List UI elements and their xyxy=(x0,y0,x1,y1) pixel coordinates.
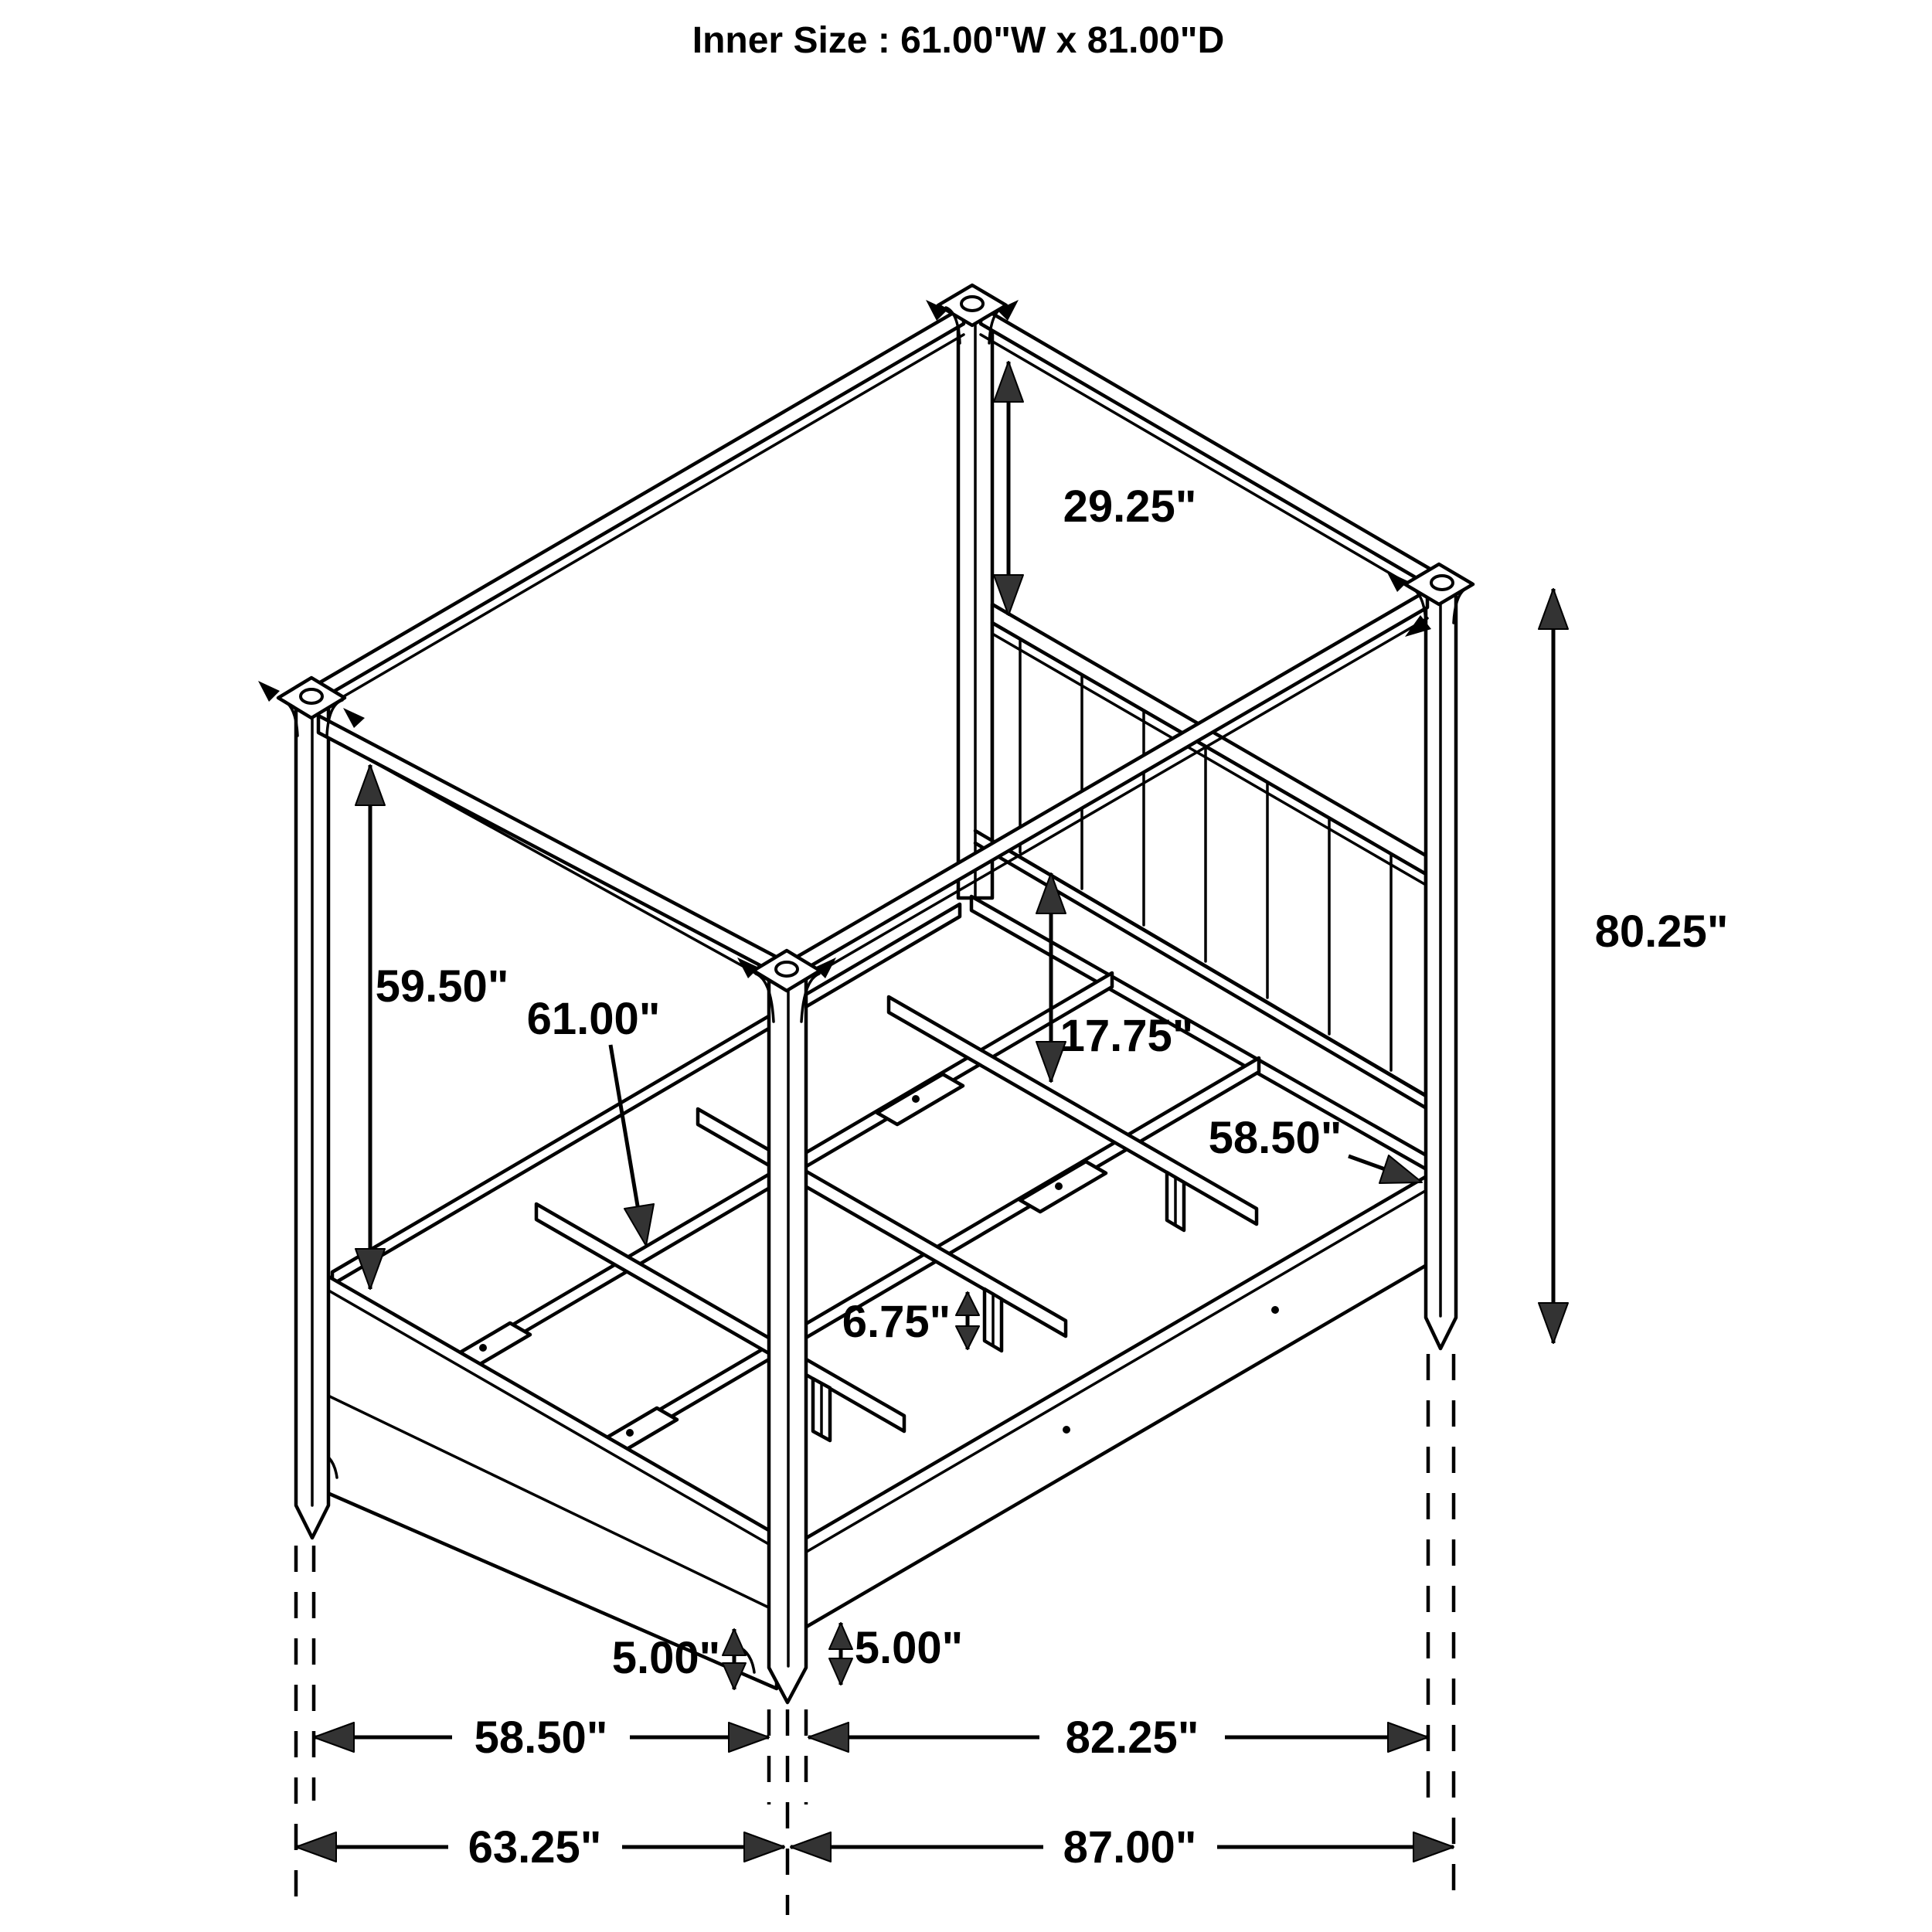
bracket-screw-hole xyxy=(912,1095,920,1103)
near-side-rail-lip xyxy=(800,1185,1436,1556)
dim-label-headboard-above-deck: 17.75" xyxy=(1060,1011,1194,1061)
footboard-panel xyxy=(315,1269,777,1689)
dim-label-post-above-headboard: 29.25" xyxy=(1063,481,1197,532)
bracket-screw-hole xyxy=(626,1429,634,1437)
dim-label-footprint-depth: 82.25" xyxy=(1065,1713,1199,1763)
diagram-title: Inner Size : 61.00"W x 81.00"D xyxy=(692,20,1225,61)
corner-plate-hole xyxy=(301,689,322,703)
dim-label-canopy-to-footboard: 59.50" xyxy=(375,961,509,1012)
dim-label-overall-width: 63.25" xyxy=(468,1822,602,1872)
dim-label-siderail-floor-gap: 5.00" xyxy=(854,1623,964,1673)
bracket-screw-hole xyxy=(479,1344,487,1352)
rail-screw-hole xyxy=(1271,1306,1279,1314)
bracket-screw-hole xyxy=(1055,1182,1063,1190)
dim-label-support-leg-height: 6.75" xyxy=(842,1297,951,1347)
dim-label-side-rail-length: 58.50" xyxy=(1208,1113,1342,1163)
dim-label-footprint-width: 58.50" xyxy=(474,1713,608,1763)
dim-label-overall-height: 80.25" xyxy=(1594,906,1729,957)
corner-plate-hole xyxy=(1431,576,1453,590)
rail-screw-hole xyxy=(1063,1426,1070,1434)
dim-label-footboard-floor-gap: 5.00" xyxy=(611,1633,721,1683)
dim-label-slat-width: 61.00" xyxy=(526,994,661,1044)
corner-plate-hole xyxy=(776,962,798,976)
dim-label-overall-depth: 87.00" xyxy=(1063,1822,1197,1872)
corner-plate-hole xyxy=(961,297,983,311)
footboard xyxy=(315,1269,777,1689)
headboard-panel xyxy=(992,623,1426,1096)
